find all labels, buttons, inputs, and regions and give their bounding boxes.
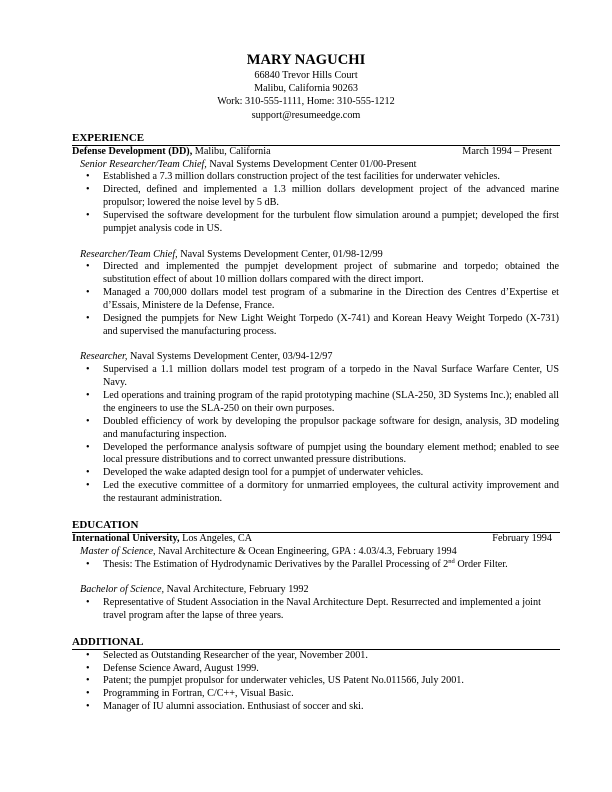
employer-name: Defense Development (DD), xyxy=(72,146,193,157)
bullet-icon: • xyxy=(86,184,90,196)
education-section xyxy=(72,519,560,623)
bullet-icon: • xyxy=(86,675,90,687)
job-org: Naval Systems Development Center, 03/94-12/97 xyxy=(127,351,333,363)
job-title-line xyxy=(72,159,560,172)
job-title-line xyxy=(72,249,560,262)
list-item: • Supervised the software development for the turbulent flow simulation around a pumpjet; developed the first pumpjet analysis code in US. xyxy=(86,210,559,235)
degree-bullets xyxy=(72,597,560,623)
degree-line xyxy=(72,584,560,597)
bullet-icon: • xyxy=(86,701,90,713)
bullet-icon: • xyxy=(86,261,90,273)
list-item: • Managed a 700,000 dollars model test program of a submarine in the Direction des Centres d’Expertise et d’Essais, Ministere de la Defense, France. xyxy=(86,287,559,312)
email-address: support@resumeedge.com xyxy=(251,109,361,121)
job-bullets xyxy=(72,364,560,506)
list-item: • Patent; the pumpjet propulsor for underwater vehicles, US Patent No.011566, July 2001. xyxy=(86,675,464,687)
list-item: • Led operations and training program of the rapid prototyping machine (SLA-250, 3D Systems Inc.); enabled all the engineers to use the SLA-250 on their own purposes. xyxy=(86,389,559,414)
degree-line xyxy=(72,546,560,559)
contact-header xyxy=(0,52,612,122)
list-item: • Selected as Outstanding Researcher of the year, November 2001. xyxy=(86,649,368,661)
additional-bullets xyxy=(72,650,560,715)
address-line-1: 66840 Trevor Hills Court xyxy=(254,70,358,81)
bullet-icon: • xyxy=(86,649,90,661)
bullet-icon: • xyxy=(86,210,90,222)
list-item: • Supervised a 1.1 million dollars model test program of a torpedo in the Naval Surface Warfare Center, US Navy. xyxy=(86,364,559,389)
list-item: • Doubled efficiency of work by developing the propulsor package software for design, analysis, 3D modeling and manufacturing inspection. xyxy=(86,415,559,440)
school-location: Los Angeles, CA xyxy=(179,533,252,545)
degree-bullets xyxy=(72,559,560,572)
bullet-icon: • xyxy=(86,596,90,608)
school-line xyxy=(72,532,560,546)
job-org: Naval Systems Development Center, 01/98-12/99 xyxy=(177,248,383,260)
bullet-icon: • xyxy=(86,364,90,376)
list-item: • Manager of IU alumni association. Enthusiast of soccer and ski. xyxy=(86,701,364,713)
bullet-icon: • xyxy=(86,688,90,700)
job-title-line xyxy=(72,351,560,364)
employer-line xyxy=(72,145,560,159)
phone-numbers: Work: 310-555-1111, Home: 310-555-1212 xyxy=(217,96,395,108)
experience-section xyxy=(72,132,560,506)
candidate-name: MARY NAGUCHI xyxy=(246,52,366,68)
bullet-icon: • xyxy=(86,415,90,427)
bullet-icon: • xyxy=(86,171,90,183)
bullet-icon: • xyxy=(86,558,90,570)
list-item: • Led the executive committee of a dormitory for unmarried employees, the cultural activity improvement and the restaurant administration. xyxy=(86,480,559,505)
additional-section xyxy=(72,636,560,715)
bullet-icon: • xyxy=(86,389,90,401)
list-item: • Established a 7.3 million dollars construction project of the test facilities for underwater vehicles. xyxy=(86,171,500,183)
list-item: • Directed, defined and implemented a 1.3 million dollars development project of the advanced marine propulsor; lowered the noise level by 5 dB. xyxy=(86,184,559,209)
list-item: • Programming in Fortran, C/C++, Visual Basic. xyxy=(86,688,294,700)
job-bullets xyxy=(72,171,560,236)
degree-detail: Naval Architecture & Ocean Engineering, GPA : 4.03/4.3, February 1994 xyxy=(155,545,457,557)
graduation-date: February 1994 xyxy=(492,533,552,545)
job-org: Naval Systems Development Center 01/00-Present xyxy=(206,158,417,170)
list-item: • Developed the wake adapted design tool for a pumpjet of underwater vehicles. xyxy=(86,467,424,479)
list-item: • Thesis: The Estimation of Hydrodynamic Derivatives by the Parallel Processing of 2nd Order Filter. xyxy=(86,557,508,570)
section-heading: ADDITIONAL xyxy=(72,635,144,648)
degree-title: Bachelor of Science, xyxy=(80,584,165,595)
degree-title: Master of Science, xyxy=(80,545,156,557)
list-item: • Developed the performance analysis software of pumpjet using the boundary element method; enabled to see local pressure distributions and to correct unwanted pressure distributions. xyxy=(86,441,559,466)
bullet-icon: • xyxy=(86,467,90,479)
section-heading: EDUCATION xyxy=(72,519,139,532)
employment-dates: March 1994 – Present xyxy=(462,146,552,157)
list-item: • Representative of Student Association in the Naval Architecture Dept. Resurrected and implemented a joint travel program after the lapse of three years. xyxy=(86,596,541,621)
list-item: • Directed and implemented the pumpjet development project of submarine and torpedo; obtained the substitution effect of about 10 million dollars compared with the direct import. xyxy=(86,261,559,286)
resume-body xyxy=(72,132,560,714)
section-heading: EXPERIENCE xyxy=(72,132,145,144)
job-title: Researcher, xyxy=(80,351,128,363)
job-title: Researcher/Team Chief, xyxy=(80,248,178,260)
bullet-icon: • xyxy=(86,287,90,299)
job-bullets xyxy=(72,261,560,338)
bullet-icon: • xyxy=(86,662,90,674)
bullet-icon: • xyxy=(86,312,90,324)
list-item: • Designed the pumpjets for New Light Weight Torpedo (X-741) and Korean Heavy Weight Torpedo (X-731) and supervised the manufacturing process. xyxy=(86,312,559,337)
bullet-icon: • xyxy=(86,441,90,453)
job-title: Senior Researcher/Team Chief, xyxy=(80,158,207,170)
list-item: • Defense Science Award, August 1999. xyxy=(86,662,259,674)
address-line-2: Malibu, California 90263 xyxy=(254,83,358,95)
bullet-icon: • xyxy=(86,480,90,492)
school-name: International University, xyxy=(72,533,180,545)
employer-location: Malibu, California xyxy=(192,146,271,157)
degree-detail: Naval Architecture, February 1992 xyxy=(164,584,309,595)
